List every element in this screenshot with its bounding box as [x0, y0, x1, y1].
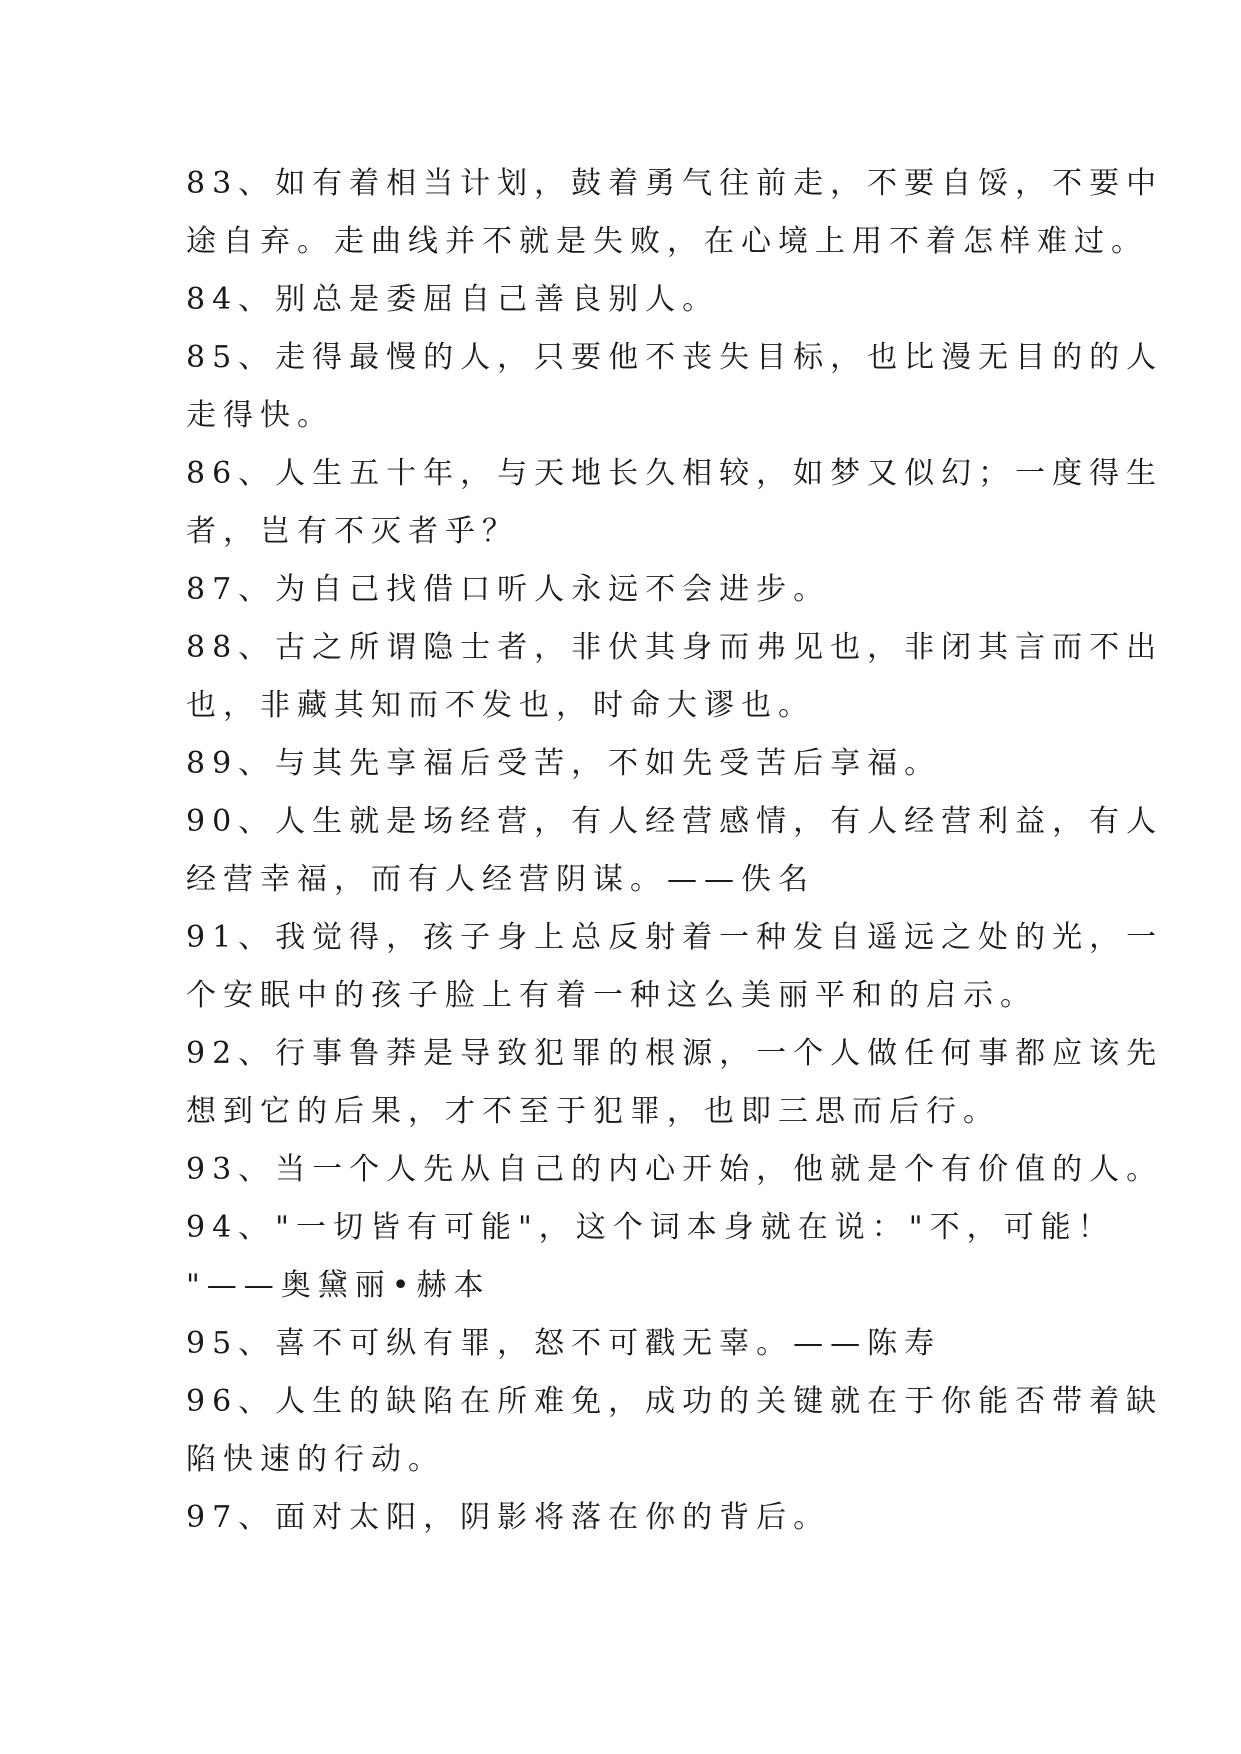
text-line: 想到它的后果，才不至于犯罪，也即三思而后行。 [186, 1094, 1000, 1129]
text-line: 92、行事鲁莽是导致犯罪的根源，一个人做任何事都应该先 [186, 1036, 1164, 1071]
text-line: 96、人生的缺陷在所难免，成功的关键就在于你能否带着缺 [186, 1384, 1164, 1419]
text-line: 94、"一切皆有可能"，这个词本身就在说："不，可能！ [186, 1210, 1115, 1245]
text-line: 途自弃。走曲线并不就是失败，在心境上用不着怎样难过。 [186, 224, 1148, 259]
text-line: 90、人生就是场经营，有人经营感情，有人经营利益，有人 [186, 804, 1164, 839]
text-line: 93、当一个人先从自己的内心开始，他就是个有价值的人。 [186, 1152, 1164, 1187]
text-line: 84、别总是委屈自己善良别人。 [186, 282, 720, 317]
text-line: "——奥黛丽•赫本 [186, 1268, 491, 1303]
text-line: 89、与其先享福后受苦，不如先受苦后享福。 [186, 746, 942, 781]
text-line: 85、走得最慢的人，只要他不丧失目标，也比漫无目的的人 [186, 340, 1164, 375]
text-line: 83、如有着相当计划，鼓着勇气往前走，不要自馁，不要中 [186, 166, 1164, 201]
text-line: 95、喜不可纵有罪，怒不可戳无辜。——陈寿 [186, 1326, 942, 1361]
text-line: 者，岂有不灭者乎？ [186, 514, 519, 549]
text-line: 个安眠中的孩子脸上有着一种这么美丽平和的启示。 [186, 978, 1037, 1013]
text-line: 也，非藏其知而不发也，时命大谬也。 [186, 688, 815, 723]
text-line: 经营幸福，而有人经营阴谋。——佚名 [186, 862, 815, 897]
text-line: 陷快速的行动。 [186, 1442, 445, 1477]
text-line: 97、面对太阳，阴影将落在你的背后。 [186, 1500, 831, 1535]
text-line: 87、为自己找借口听人永远不会进步。 [186, 572, 831, 607]
text-line: 86、人生五十年，与天地长久相较，如梦又似幻；一度得生 [186, 456, 1164, 491]
text-line: 91、我觉得，孩子身上总反射着一种发自遥远之处的光，一 [186, 920, 1164, 955]
text-line: 88、古之所谓隐士者，非伏其身而弗见也，非闭其言而不出 [186, 630, 1164, 665]
text-line: 走得快。 [186, 398, 334, 433]
